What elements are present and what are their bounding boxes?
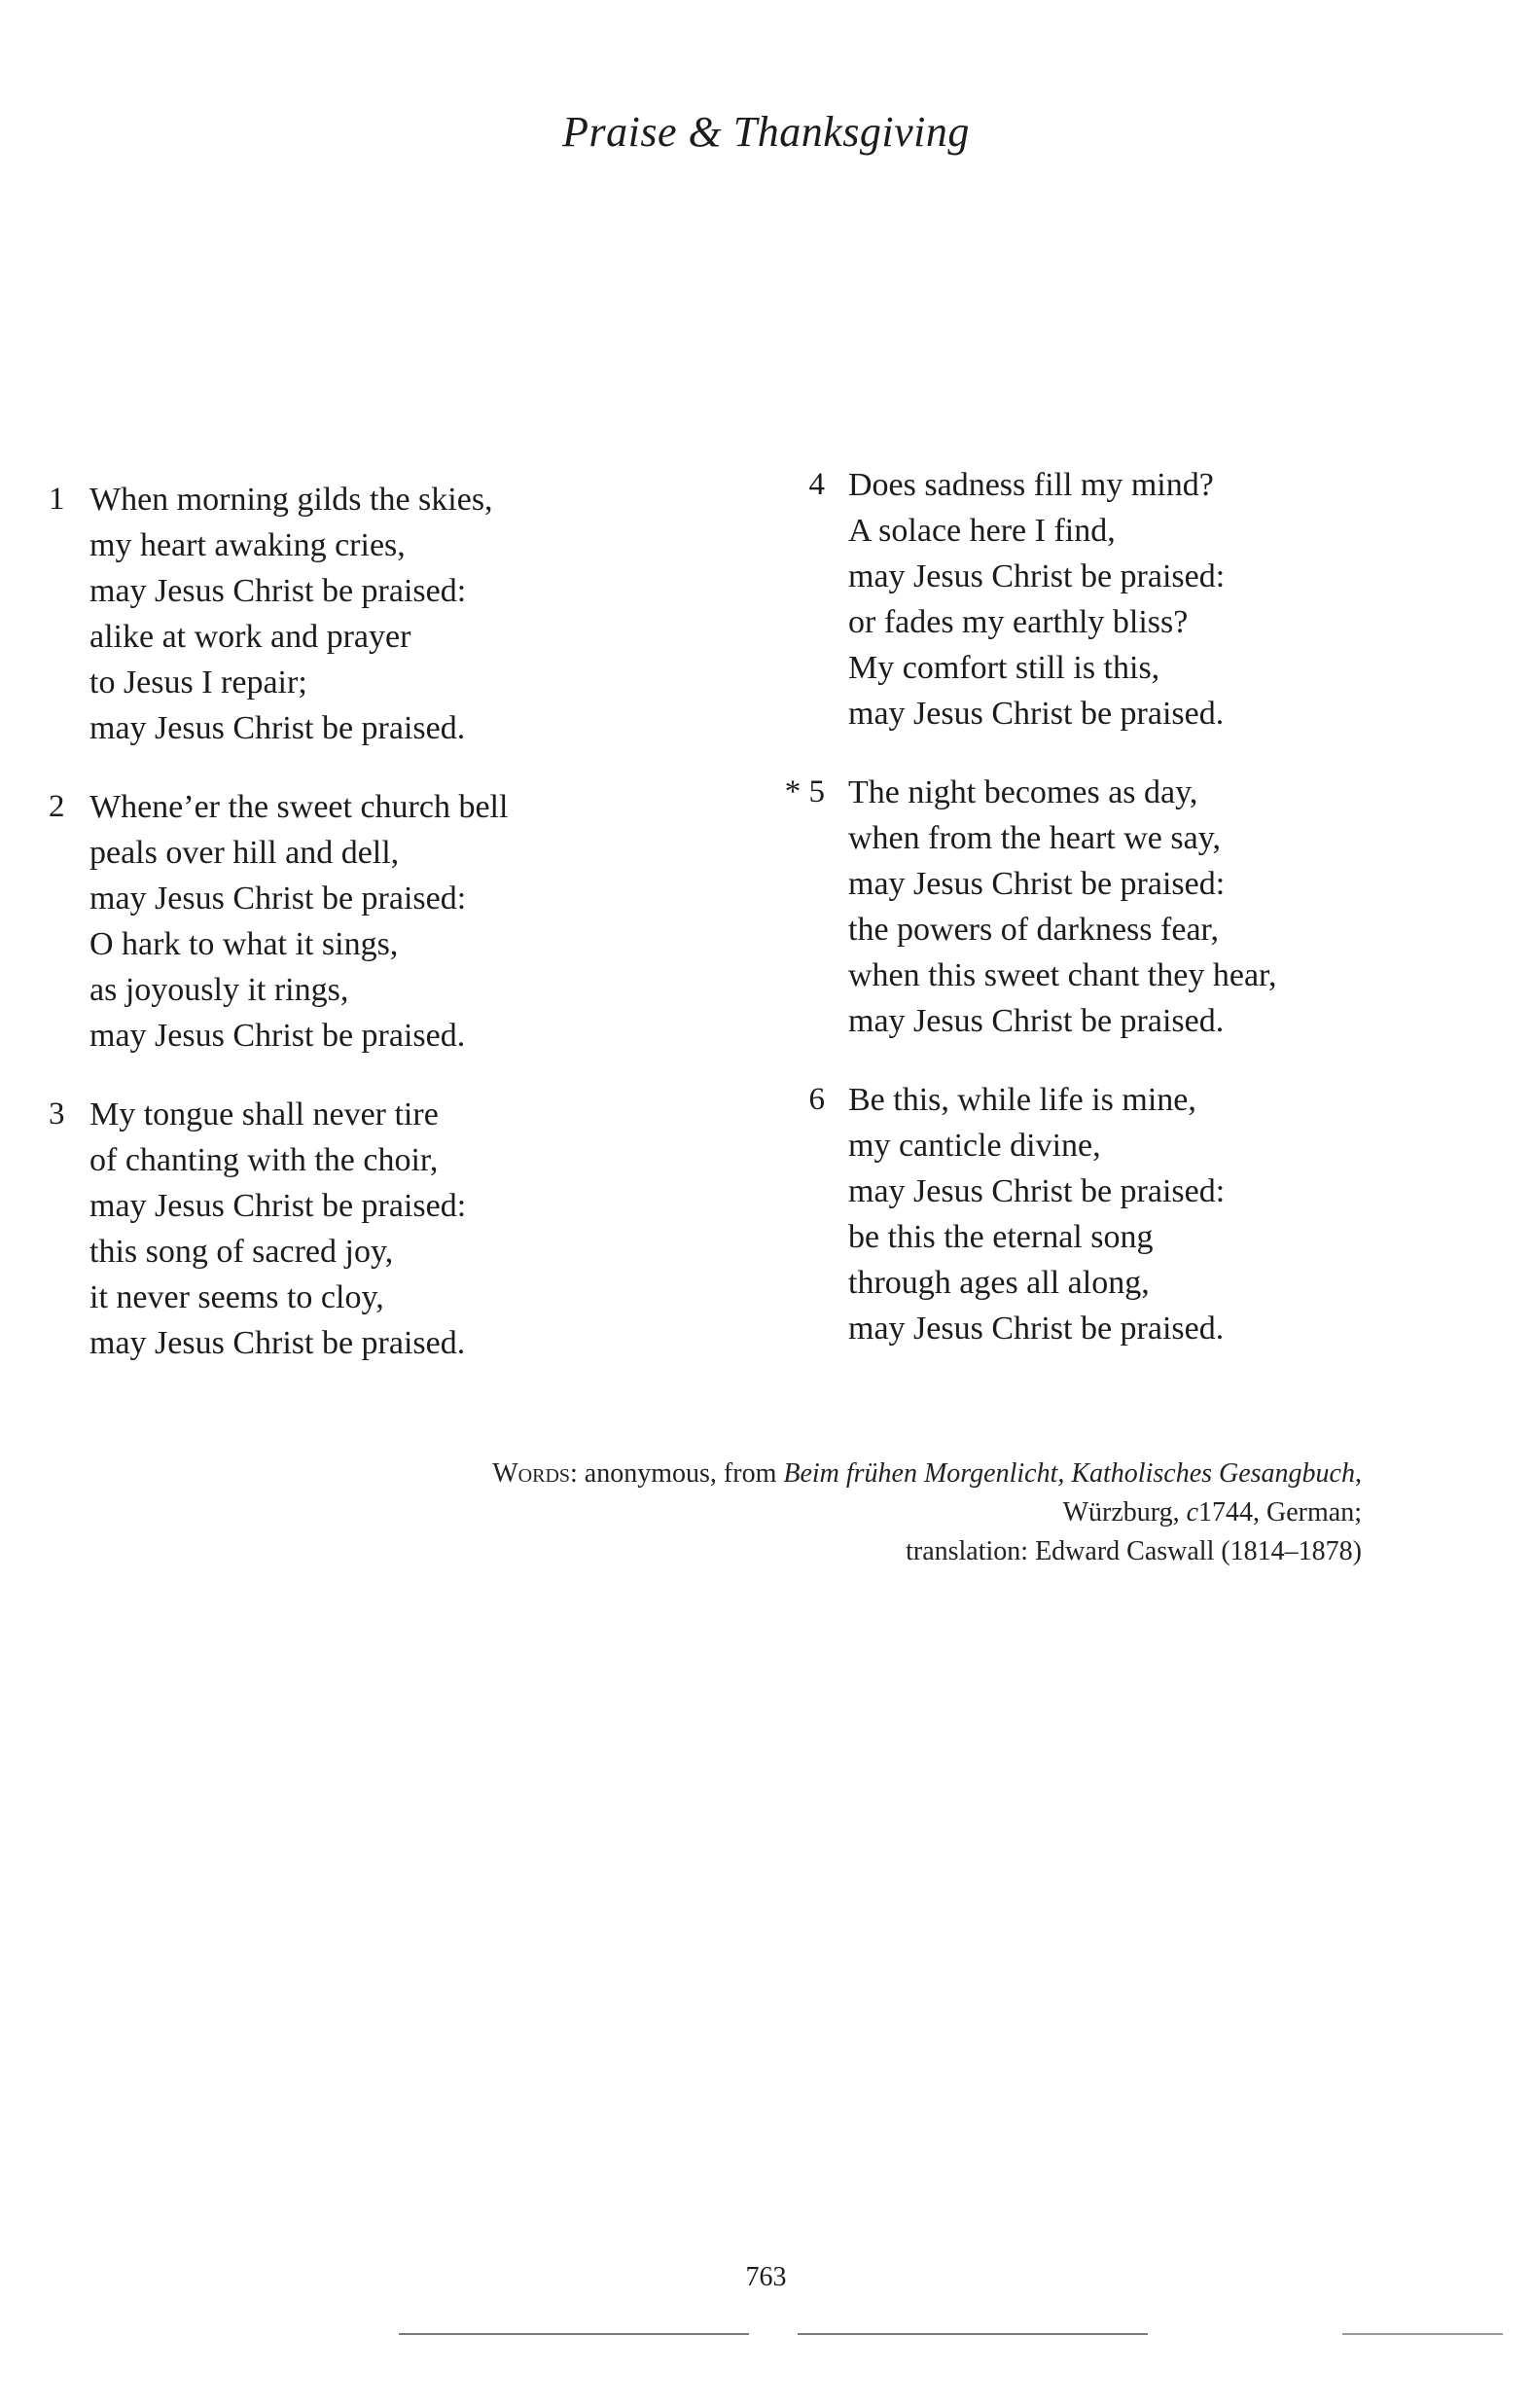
hymn-credits: [492, 1455, 1362, 1571]
verse-line: may Jesus Christ be praised:: [89, 1188, 467, 1224]
verse-line: Does sadness fill my mind?: [848, 467, 1214, 503]
verse-line: or fades my earthly bliss?: [848, 604, 1189, 640]
verse-line: it never seems to cloy,: [89, 1279, 384, 1315]
verse: [778, 770, 1401, 1044]
verse-line: O hark to what it sings,: [89, 926, 399, 962]
verse-lines: [89, 784, 671, 1059]
verse-lines: [848, 1077, 1401, 1351]
verses-column-right: [778, 462, 1401, 1384]
page-number: 763: [745, 2262, 787, 2292]
verse: [49, 477, 671, 751]
verse-number: 2: [49, 789, 65, 824]
verse: [49, 784, 671, 1059]
verse-line: peals over hill and dell,: [89, 835, 400, 871]
verse-line: when this sweet chant they hear,: [848, 957, 1277, 993]
credits-circa: c: [1186, 1497, 1199, 1527]
verse-line: may Jesus Christ be praised.: [848, 1311, 1225, 1347]
verse-line: may Jesus Christ be praised.: [89, 1018, 466, 1054]
verse-line: The night becomes as day,: [848, 774, 1198, 810]
verse-line: my canticle divine,: [848, 1128, 1101, 1164]
verse-number: 4: [808, 467, 825, 502]
page-header: [0, 107, 1532, 157]
credits-line2-suffix: 1744, German;: [1198, 1497, 1362, 1527]
credits-source-title: Beim frühen Morgenlicht, Katholisches Gesangbuch: [783, 1458, 1355, 1489]
credits-line-2: [492, 1493, 1362, 1532]
verse-number: 1: [49, 482, 65, 517]
verse: [49, 1092, 671, 1366]
credits-label: Words: [492, 1458, 571, 1489]
verse-line: When morning gilds the skies,: [89, 482, 493, 518]
verse-line: of chanting with the choir,: [89, 1142, 439, 1178]
verse-line: may Jesus Christ be praised.: [89, 710, 466, 746]
credits-line1-prefix: : anonymous, from: [570, 1458, 784, 1489]
credits-line-1: [492, 1455, 1362, 1493]
verse-line: My tongue shall never tire: [89, 1096, 439, 1132]
verse-line: my heart awaking cries,: [89, 527, 406, 563]
verse-line: may Jesus Christ be praised:: [89, 881, 467, 916]
credits-line-3: translation: Edward Caswall (1814–1878): [906, 1536, 1362, 1566]
verse-line: may Jesus Christ be praised.: [848, 1003, 1225, 1039]
verse-line: may Jesus Christ be praised.: [89, 1325, 466, 1361]
verse-lines: [89, 1092, 671, 1366]
bottom-rule-middle: [798, 2333, 1148, 2335]
verse-line: Be this, while life is mine,: [848, 1082, 1196, 1118]
verse-line: may Jesus Christ be praised:: [89, 573, 467, 609]
verse-line: as joyously it rings,: [89, 972, 349, 1008]
verse-number: 6: [808, 1082, 825, 1117]
bottom-rule-right: [1342, 2333, 1503, 2335]
credits-line1-suffix: ,: [1355, 1458, 1362, 1489]
verse-line: this song of sacred joy,: [89, 1234, 394, 1270]
verse-line: be this the eternal song: [848, 1219, 1154, 1255]
verse-line: My comfort still is this,: [848, 650, 1160, 686]
verse: [778, 462, 1401, 737]
verse-line: A solace here I find,: [848, 513, 1116, 549]
verse-lines: [848, 462, 1401, 737]
verse-line: alike at work and prayer: [89, 619, 411, 655]
verse-lines: [848, 770, 1401, 1044]
verse-lines: [89, 477, 671, 751]
verse-number: * 5: [784, 774, 825, 809]
verse-line: may Jesus Christ be praised.: [848, 696, 1225, 732]
verse-line: when from the heart we say,: [848, 820, 1221, 856]
verse-line: through ages all along,: [848, 1265, 1150, 1301]
verse-line: the powers of darkness fear,: [848, 912, 1219, 948]
credits-line2-prefix: Würzburg,: [1062, 1497, 1187, 1527]
verses-column-left: [49, 477, 671, 1399]
verse-number: 3: [49, 1096, 65, 1132]
verse-line: may Jesus Christ be praised:: [848, 1173, 1226, 1209]
verse-line: Whene’er the sweet church bell: [89, 789, 509, 825]
verse-line: to Jesus I repair;: [89, 665, 307, 701]
bottom-rule-left: [399, 2333, 749, 2335]
verse: [778, 1077, 1401, 1351]
verse-line: may Jesus Christ be praised:: [848, 866, 1226, 902]
section-title: Praise & Thanksgiving: [562, 108, 970, 156]
verse-line: may Jesus Christ be praised:: [848, 558, 1226, 594]
